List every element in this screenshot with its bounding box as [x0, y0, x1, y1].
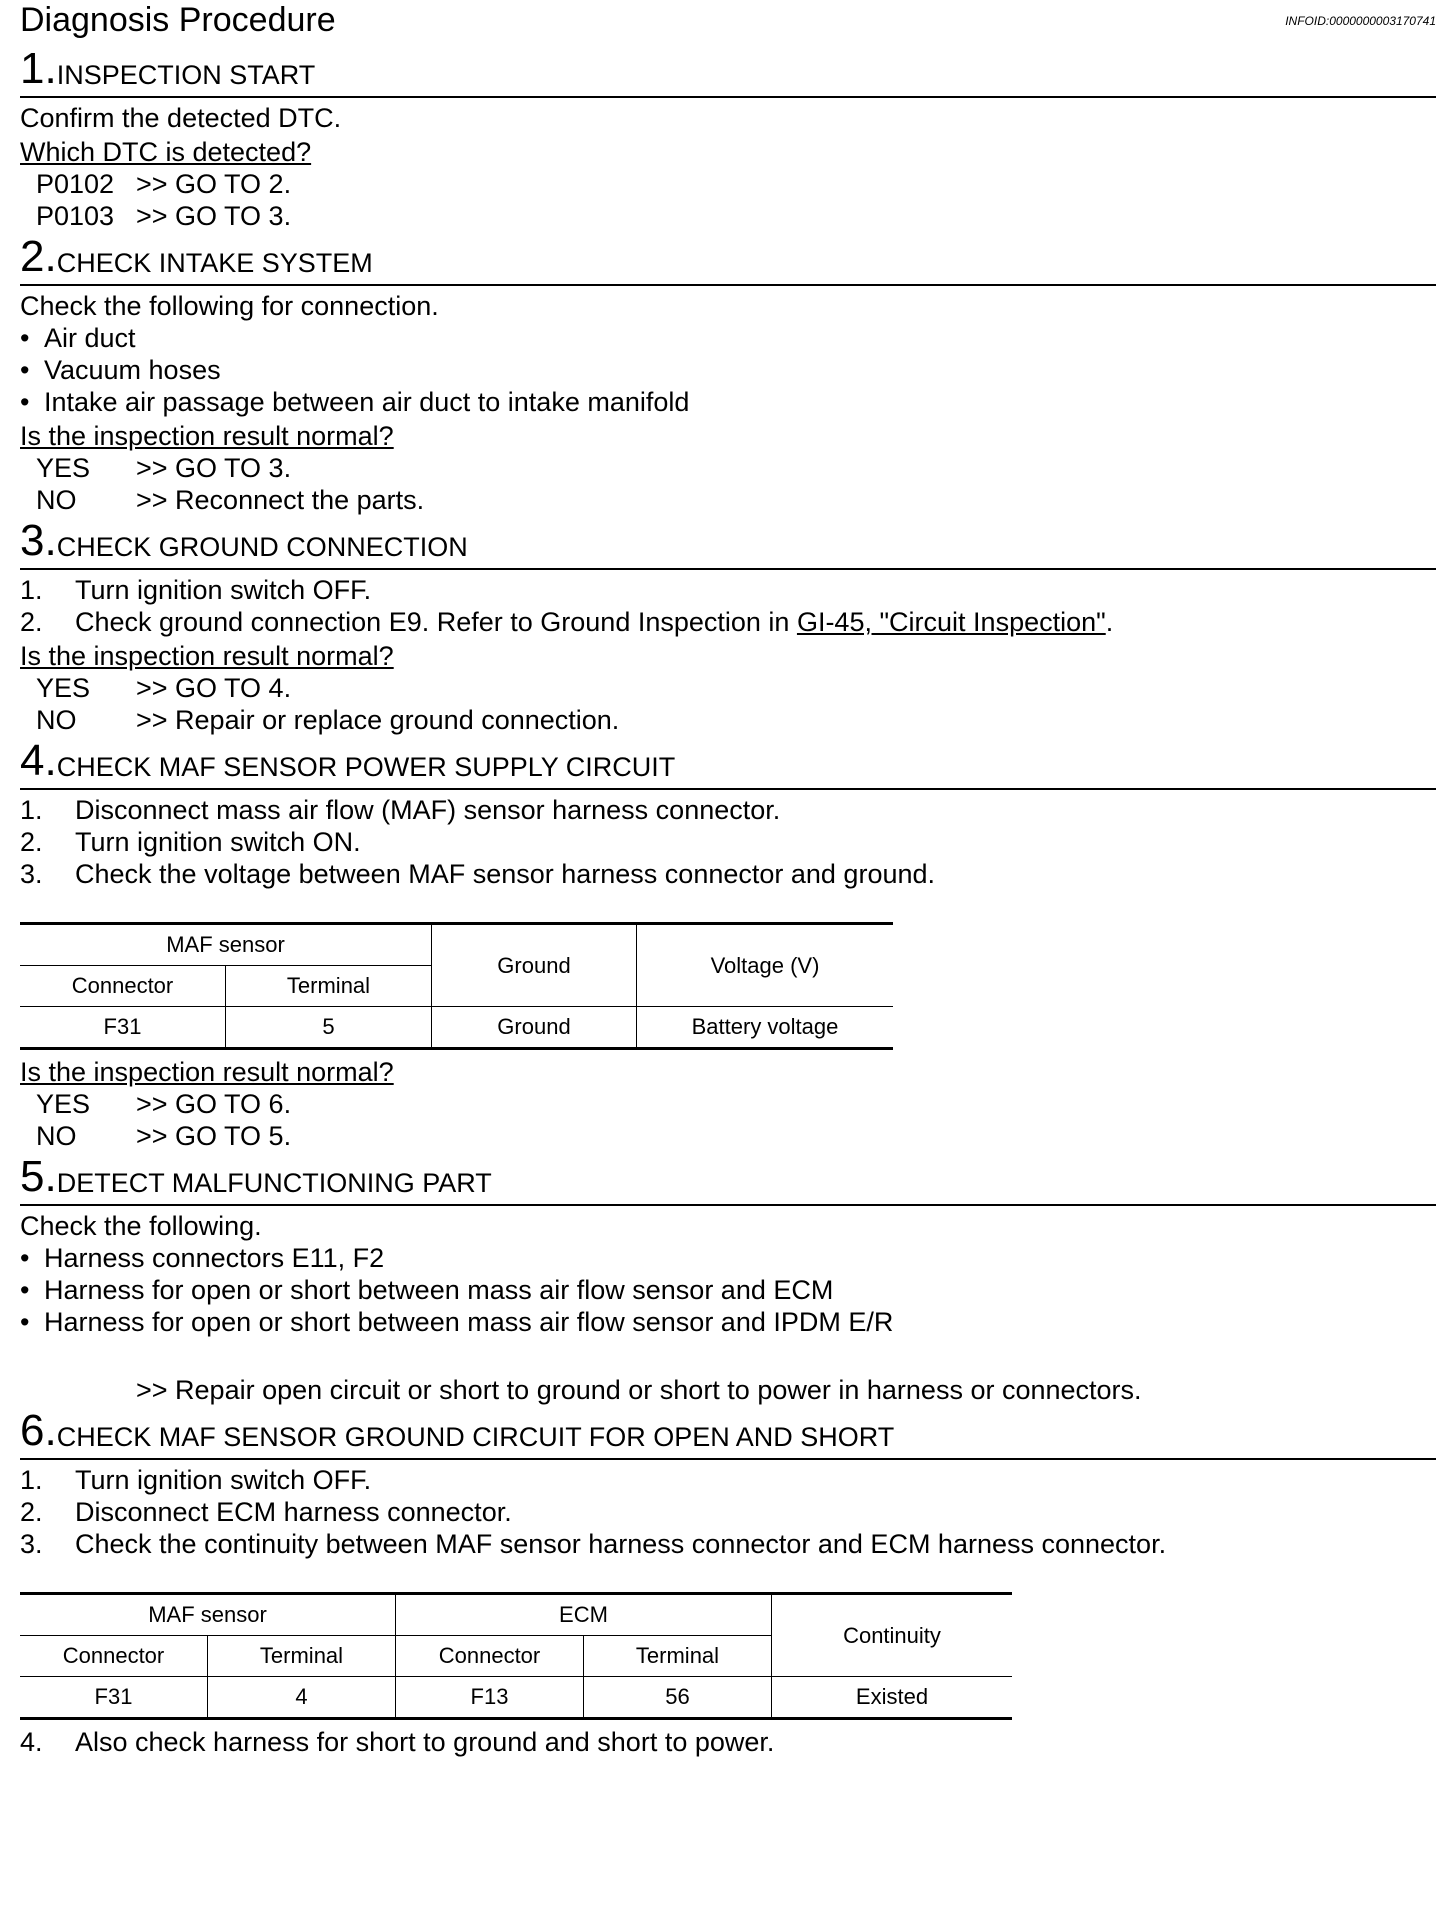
step-5-heading — [20, 1154, 1436, 1200]
result-row — [20, 200, 1436, 232]
step-number: 5. — [20, 1152, 57, 1201]
instruction: Confirm the detected DTC. — [20, 103, 342, 133]
divider — [20, 1204, 1436, 1206]
item-number: 1. — [20, 795, 43, 825]
table-header-terminal: Terminal — [226, 966, 432, 1007]
step-2-heading — [20, 234, 1436, 280]
result-row — [20, 168, 1436, 200]
bullet-item: • Harness for open or short between mass air flow sensor and IPDM E/R — [20, 1306, 1436, 1338]
info-id: INFOID:0000000003170741 — [1285, 14, 1436, 28]
step-1-heading — [20, 46, 1436, 92]
result-key: YES — [36, 453, 91, 483]
result-action: >> GO TO 3. — [136, 453, 292, 483]
table-header-group: MAF sensor — [20, 924, 432, 966]
result-action: >> GO TO 5. — [136, 1121, 292, 1151]
bullet-item: • Intake air passage between air duct to intake manifold — [20, 386, 1436, 418]
numbered-item — [20, 1726, 1436, 1758]
item-number: 2. — [20, 827, 43, 857]
result-key: P0103 — [36, 201, 115, 231]
divider — [20, 96, 1436, 98]
table-cell-connector: F13 — [396, 1677, 584, 1719]
table-row — [20, 1007, 893, 1049]
step-title: CHECK MAF SENSOR POWER SUPPLY CIRCUIT — [56, 752, 676, 782]
result-key: YES — [36, 1089, 91, 1119]
divider — [20, 1458, 1436, 1460]
step-number: 3. — [20, 516, 57, 565]
table-cell-voltage: Battery voltage — [637, 1007, 894, 1049]
item-text: Disconnect ECM harness connector. — [75, 1497, 512, 1527]
question: Is the inspection result normal? — [20, 641, 394, 671]
table-cell-connector: F31 — [20, 1677, 208, 1719]
item-text: Check ground connection E9. Refer to Ground Inspection in — [75, 607, 797, 637]
numbered-item — [20, 858, 1436, 890]
item-number: 2. — [20, 1497, 43, 1527]
question: Which DTC is detected? — [20, 137, 312, 167]
table-header-terminal: Terminal — [584, 1636, 772, 1677]
item-text: Turn ignition switch OFF. — [75, 575, 372, 605]
reference-link[interactable]: GI-45, "Circuit Inspection" — [796, 607, 1106, 637]
result-row — [20, 452, 1436, 484]
result-key: YES — [36, 673, 91, 703]
result-key: NO — [36, 485, 77, 515]
table-header-group-ecm: ECM — [396, 1594, 772, 1636]
table-header-connector: Connector — [396, 1636, 584, 1677]
spacer — [20, 1338, 1436, 1374]
document-page — [20, 0, 1436, 1758]
divider — [20, 568, 1436, 570]
table-row — [20, 1677, 1012, 1719]
table-header-terminal: Terminal — [208, 1636, 396, 1677]
instruction: Check the following. — [20, 1211, 262, 1241]
item-text: Check the voltage between MAF sensor harness connector and ground. — [75, 859, 936, 889]
step-title: CHECK INTAKE SYSTEM — [56, 248, 373, 278]
divider — [20, 284, 1436, 286]
numbered-item — [20, 826, 1436, 858]
table-cell-terminal: 5 — [226, 1007, 432, 1049]
result-row — [20, 672, 1436, 704]
bullet-item: • Harness for open or short between mass air flow sensor and ECM — [20, 1274, 1436, 1306]
result-row — [20, 1120, 1436, 1152]
item-text: Turn ignition switch OFF. — [75, 1465, 372, 1495]
continuity-spec-table — [20, 1592, 1012, 1720]
result-key: P0102 — [36, 169, 115, 199]
step-number: 4. — [20, 736, 57, 785]
numbered-item — [20, 1464, 1436, 1496]
step-title: DETECT MALFUNCTIONING PART — [56, 1168, 492, 1198]
step-6-heading — [20, 1408, 1436, 1454]
table-cell-connector: F31 — [20, 1007, 226, 1049]
table-cell-terminal: 56 — [584, 1677, 772, 1719]
step-title: INSPECTION START — [56, 60, 316, 90]
item-text: Disconnect mass air flow (MAF) sensor harness connector. — [75, 795, 781, 825]
instruction: Check the following for connection. — [20, 291, 439, 321]
result-key: NO — [36, 1121, 77, 1151]
table-header-connector: Connector — [20, 1636, 208, 1677]
step-number: 2. — [20, 232, 57, 281]
page-title: Diagnosis Procedure — [20, 1, 336, 39]
table-header-group-maf: MAF sensor — [20, 1594, 396, 1636]
divider — [20, 788, 1436, 790]
item-text: Check the continuity between MAF sensor harness connector and ECM harness connector. — [75, 1529, 1167, 1559]
title-row — [20, 0, 1436, 44]
numbered-item — [20, 1528, 1436, 1560]
question: Is the inspection result normal? — [20, 1057, 394, 1087]
table-cell-terminal: 4 — [208, 1677, 396, 1719]
item-number: 3. — [20, 1529, 43, 1559]
spacer — [20, 890, 1436, 914]
bullet-item: • Vacuum hoses — [20, 354, 1436, 386]
table-header-continuity: Continuity — [772, 1594, 1013, 1677]
step-title: CHECK MAF SENSOR GROUND CIRCUIT FOR OPEN AND SHORT — [56, 1422, 895, 1452]
numbered-item — [20, 606, 1436, 638]
item-number: 1. — [20, 1465, 43, 1495]
step-3-heading — [20, 518, 1436, 564]
numbered-item — [20, 574, 1436, 606]
result-action: >> GO TO 2. — [136, 169, 292, 199]
step-number: 6. — [20, 1406, 57, 1455]
item-text-end: . — [1105, 607, 1114, 637]
bullet-item: • Harness connectors E11, F2 — [20, 1242, 1436, 1274]
table-cell-ground: Ground — [432, 1007, 637, 1049]
result-action: >> GO TO 4. — [136, 673, 292, 703]
item-number: 3. — [20, 859, 43, 889]
numbered-item — [20, 1496, 1436, 1528]
item-number: 4. — [20, 1727, 43, 1757]
result-action: >> GO TO 6. — [136, 1089, 292, 1119]
result-action: >> Reconnect the parts. — [136, 485, 425, 515]
item-text: Turn ignition switch ON. — [75, 827, 361, 857]
item-number: 2. — [20, 607, 43, 637]
table-header-ground: Ground — [432, 924, 637, 1007]
step-4-heading — [20, 738, 1436, 784]
result-row — [20, 484, 1436, 516]
result-action: >> GO TO 3. — [136, 201, 292, 231]
repair-action: >> Repair open circuit or short to ground or short to power in harness or connectors. — [136, 1375, 1142, 1405]
voltage-spec-table — [20, 922, 893, 1050]
item-text: Also check harness for short to ground and short to power. — [75, 1727, 775, 1757]
result-row — [20, 704, 1436, 736]
spacer — [20, 1560, 1436, 1584]
table-header-connector: Connector — [20, 966, 226, 1007]
result-action: >> Repair or replace ground connection. — [136, 705, 620, 735]
bullet-item: • Air duct — [20, 322, 1436, 354]
numbered-item — [20, 794, 1436, 826]
result-row — [20, 1088, 1436, 1120]
step-title: CHECK GROUND CONNECTION — [56, 532, 468, 562]
item-number: 1. — [20, 575, 43, 605]
step-number: 1. — [20, 44, 57, 93]
question: Is the inspection result normal? — [20, 421, 394, 451]
table-cell-continuity: Existed — [772, 1677, 1013, 1719]
result-key: NO — [36, 705, 77, 735]
table-header-voltage: Voltage (V) — [637, 924, 894, 1007]
